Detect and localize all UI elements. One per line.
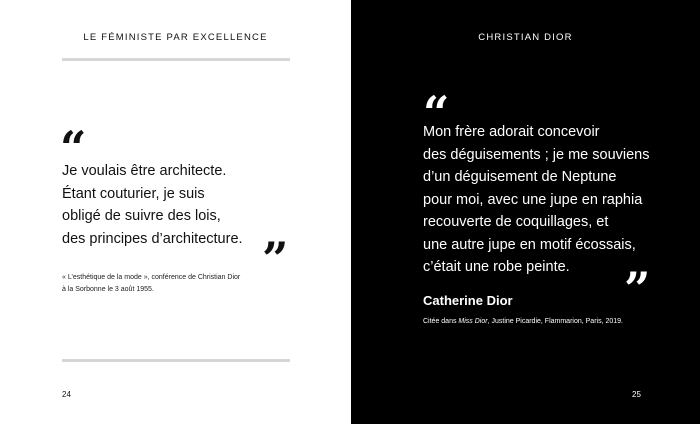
source-prefix: Citée dans [423, 318, 459, 325]
bottom-rule [62, 359, 290, 362]
quote-line: c’était une robe peinte. [423, 259, 570, 275]
quote-line: Mon frère adorait concevoir [423, 124, 600, 140]
source-line: à la Sorbonne le 3 août 1955. [62, 285, 154, 293]
close-quote-icon: ” [262, 232, 285, 286]
quote-text-right [423, 121, 663, 279]
quote-line: Étant couturier, je suis [62, 185, 205, 202]
source-suffix: , Justine Picardie, Flammarion, Paris, 2019. [487, 318, 623, 325]
quote-line: recouverte de coquillages, et [423, 214, 609, 230]
quote-line: d’un déguisement de Neptune [423, 169, 617, 185]
quote-line: une autre jupe en motif écossais, [423, 236, 636, 253]
quote-line: des déguisements ; je me souviens [423, 146, 650, 163]
quote-author: Catherine Dior [423, 293, 513, 308]
top-rule [62, 58, 290, 61]
running-head-right: CHRISTIAN DIOR [478, 32, 573, 43]
quote-line: obligé de suivre des lois, [62, 208, 221, 224]
source-citation-left [62, 272, 277, 295]
running-head-left: LE FÉMINISTE PAR EXCELLENCE [83, 32, 268, 43]
open-quote-icon: “ [60, 121, 83, 175]
quote-line: pour moi, avec une jupe en raphia [423, 191, 643, 208]
quote-line: des principes d’architecture. [62, 230, 243, 247]
close-quote-icon: ” [624, 262, 647, 316]
quote-text-left [62, 160, 282, 250]
page-number-left: 24 [62, 390, 71, 399]
quote-line: Je voulais être architecte. [62, 163, 227, 179]
source-line: « L’esthétique de la mode », conférence de Christian Dior [62, 274, 241, 281]
source-title: Miss Dior [458, 318, 488, 325]
page-number-right: 25 [632, 390, 641, 399]
source-citation-right [423, 318, 623, 325]
open-quote-icon: “ [423, 86, 446, 140]
